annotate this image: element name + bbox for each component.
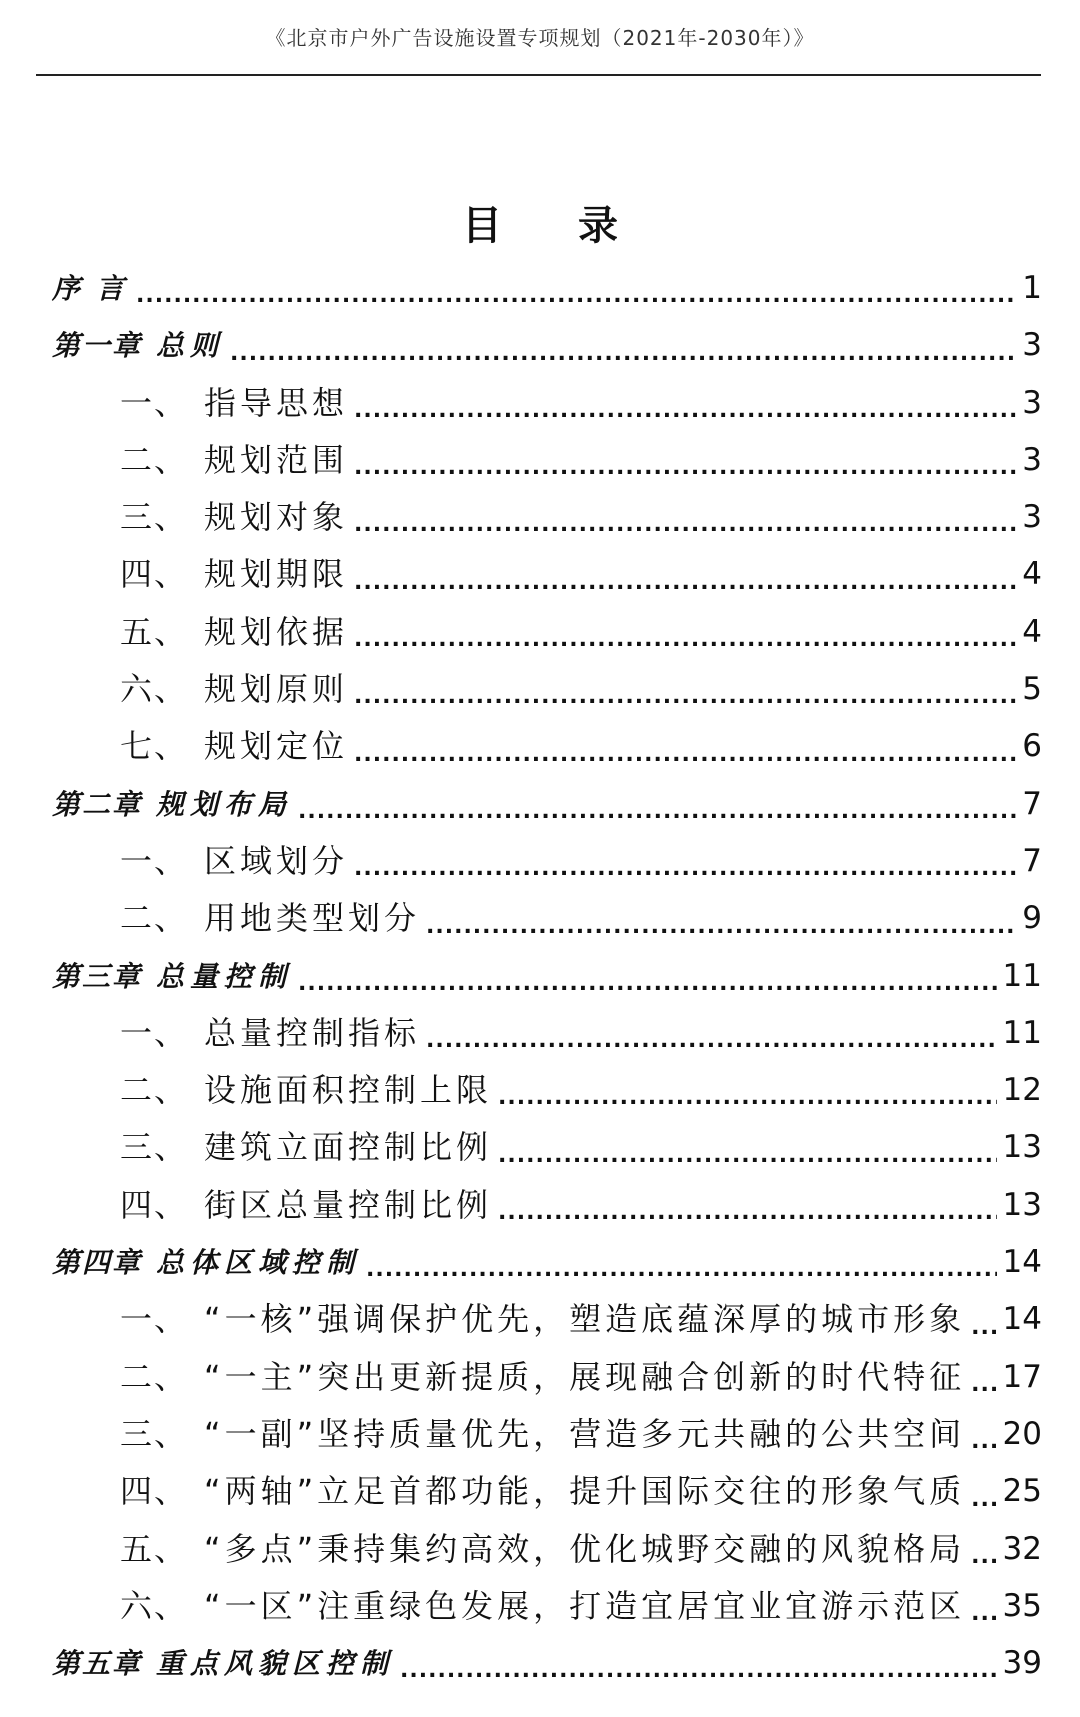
toc-entry-number: 一、: [120, 383, 189, 422]
toc-entry-number: 三、: [120, 498, 189, 537]
toc-entry-title: “一核”强调保护优先，塑造底蕴深厚的城市形象: [204, 1300, 966, 1339]
toc-entry-number: 四、: [120, 1472, 189, 1511]
toc-entry-title: “多点”秉持集约高效，优化城野交融的风貌格局: [204, 1529, 966, 1568]
toc-section-entry[interactable]: [52, 489, 1042, 546]
toc-entry-page-number: 11: [1002, 957, 1042, 994]
toc-entry-page-number: 4: [1022, 556, 1042, 593]
toc-entry-number: 二、: [120, 899, 189, 938]
toc-entry-number: 第五章: [52, 1647, 143, 1681]
toc-entry-number: 三、: [120, 1128, 189, 1167]
toc-entry-title: 建筑立面控制比例: [204, 1128, 493, 1167]
toc-entry-title: 规划对象: [204, 498, 349, 537]
toc-entry-title: “两轴”立足首都功能，提升国际交往的形象气质: [204, 1472, 966, 1511]
toc-entry-page-number: 6: [1022, 728, 1042, 765]
toc-entry-title: 言: [96, 272, 131, 305]
toc-section-entry[interactable]: [52, 1291, 1042, 1348]
toc-entry-page-number: 3: [1022, 441, 1042, 478]
dot-leader: [354, 833, 1016, 890]
toc-title-char: 录: [578, 202, 618, 249]
toc-entry-title: 重点风貌区控制: [156, 1647, 395, 1681]
toc-entry-title: 总量控制: [156, 959, 293, 993]
dot-leader: [498, 1062, 997, 1119]
toc-section-entry[interactable]: [52, 604, 1042, 661]
toc-section-entry[interactable]: [52, 1521, 1042, 1578]
dot-leader: [971, 1349, 996, 1406]
toc-section-entry[interactable]: [52, 1062, 1042, 1119]
toc-entry-page-number: 3: [1022, 499, 1042, 536]
toc-entry-title: 规划布局: [156, 787, 293, 821]
toc-entry-page-number: 13: [1002, 1129, 1042, 1166]
toc-section-entry[interactable]: [52, 833, 1042, 890]
toc-entry-number: 第二章: [52, 787, 143, 821]
toc-entry-page-number: 32: [1002, 1530, 1042, 1567]
toc-entry-page-number: 3: [1022, 384, 1042, 421]
toc-chapter-entry[interactable]: [52, 260, 1042, 317]
toc-entry-number: 二、: [120, 1357, 189, 1396]
toc-section-entry[interactable]: [52, 432, 1042, 489]
toc-entry-page-number: 25: [1002, 1473, 1042, 1510]
dot-leader: [354, 375, 1016, 432]
toc-section-entry[interactable]: [52, 718, 1042, 775]
dot-leader: [354, 546, 1016, 603]
toc-entry-page-number: 7: [1022, 785, 1042, 822]
toc-entry-title: 总量控制指标: [204, 1013, 421, 1052]
toc-section-entry[interactable]: [52, 1349, 1042, 1406]
toc-entry-page-number: 5: [1022, 671, 1042, 708]
toc-entry-number: 二、: [120, 1071, 189, 1110]
toc-entry-number: 第三章: [52, 959, 143, 993]
toc-entry-number: 第四章: [52, 1246, 143, 1280]
toc-title: [0, 194, 1080, 251]
toc-chapter-entry[interactable]: [52, 776, 1042, 833]
toc-section-entry[interactable]: [52, 1119, 1042, 1176]
toc-entry-title: “一主”突出更新提质，展现融合创新的时代特征: [204, 1357, 966, 1396]
running-header: 《北京市户外广告设施设置专项规划（2021年-2030年）》: [265, 26, 815, 50]
toc-entry-title: 区域划分: [204, 841, 349, 880]
toc-entry-number: 五、: [120, 612, 189, 651]
toc-entry-page-number: 20: [1002, 1415, 1042, 1452]
toc-entry-title: 指导思想: [204, 383, 349, 422]
dot-leader: [354, 432, 1016, 489]
dot-leader: [354, 489, 1016, 546]
toc-entry-number: 一、: [120, 1013, 189, 1052]
dot-leader: [366, 1234, 997, 1291]
toc-chapter-entry[interactable]: [52, 1635, 1042, 1692]
toc-entry-title: 规划原则: [204, 670, 349, 709]
toc-entry-title: 规划期限: [204, 555, 349, 594]
toc-entry-number: 六、: [120, 1586, 189, 1625]
toc-entry-number: 序: [52, 272, 83, 305]
toc-section-entry[interactable]: [52, 1463, 1042, 1520]
toc-section-entry[interactable]: [52, 375, 1042, 432]
dot-leader: [426, 890, 1016, 947]
dot-leader: [136, 260, 1016, 317]
toc-entry-page-number: 4: [1022, 613, 1042, 650]
header-rule: [36, 74, 1041, 76]
toc-entry-title: 用地类型划分: [204, 899, 421, 938]
toc-entry-number: 第一章: [52, 329, 143, 363]
toc-entry-title: 街区总量控制比例: [204, 1185, 493, 1224]
toc-section-entry[interactable]: [52, 661, 1042, 718]
toc-section-entry[interactable]: [52, 890, 1042, 947]
toc-entry-page-number: 13: [1002, 1186, 1042, 1223]
dot-leader: [298, 948, 997, 1005]
toc-chapter-entry[interactable]: [52, 317, 1042, 374]
toc-entry-title: 总体区域控制: [156, 1246, 361, 1280]
table-of-contents: [52, 260, 1042, 1692]
toc-entry-number: 三、: [120, 1414, 189, 1453]
toc-entry-number: 四、: [120, 1185, 189, 1224]
dot-leader: [426, 1005, 997, 1062]
toc-chapter-entry[interactable]: [52, 948, 1042, 1005]
toc-entry-page-number: 35: [1002, 1587, 1042, 1624]
toc-entry-page-number: 9: [1022, 900, 1042, 937]
toc-entry-page-number: 12: [1002, 1072, 1042, 1109]
toc-entry-page-number: 14: [1002, 1244, 1042, 1281]
toc-entry-number: 一、: [120, 1300, 189, 1339]
toc-entry-page-number: 39: [1002, 1645, 1042, 1682]
toc-entry-page-number: 17: [1002, 1358, 1042, 1395]
dot-leader: [971, 1521, 996, 1578]
toc-entry-page-number: 1: [1022, 270, 1042, 306]
toc-title-char: 目: [462, 202, 502, 249]
toc-entry-number: 四、: [120, 555, 189, 594]
toc-entry-title: 设施面积控制上限: [204, 1071, 493, 1110]
dot-leader: [400, 1635, 997, 1692]
dot-leader: [354, 718, 1016, 775]
dot-leader: [498, 1119, 997, 1176]
dot-leader: [971, 1406, 996, 1463]
dot-leader: [971, 1291, 996, 1348]
toc-entry-number: 七、: [120, 727, 189, 766]
toc-entry-title: “一副”坚持质量优先，营造多元共融的公共空间: [204, 1414, 966, 1453]
toc-entry-title: 规划依据: [204, 612, 349, 651]
toc-entry-number: 二、: [120, 440, 189, 479]
toc-chapter-entry[interactable]: [52, 1234, 1042, 1291]
toc-entry-title: “一区”注重绿色发展，打造宜居宜业宜游示范区: [204, 1586, 966, 1625]
dot-leader: [971, 1463, 996, 1520]
toc-entry-number: 五、: [120, 1529, 189, 1568]
dot-leader: [354, 661, 1016, 718]
toc-entry-number: 六、: [120, 670, 189, 709]
toc-entry-title: 规划定位: [204, 727, 349, 766]
dot-leader: [298, 776, 1016, 833]
dot-leader: [498, 1177, 997, 1234]
toc-section-entry[interactable]: [52, 1578, 1042, 1635]
toc-entry-page-number: 14: [1002, 1301, 1042, 1338]
toc-section-entry[interactable]: [52, 1005, 1042, 1062]
dot-leader: [230, 317, 1016, 374]
toc-entry-page-number: 3: [1022, 327, 1042, 364]
toc-section-entry[interactable]: [52, 1406, 1042, 1463]
dot-leader: [354, 604, 1016, 661]
toc-section-entry[interactable]: [52, 546, 1042, 603]
toc-entry-title: 总则: [156, 329, 225, 363]
toc-entry-number: 一、: [120, 841, 189, 880]
toc-section-entry[interactable]: [52, 1177, 1042, 1234]
toc-entry-page-number: 11: [1002, 1014, 1042, 1051]
dot-leader: [971, 1578, 996, 1635]
toc-entry-page-number: 7: [1022, 842, 1042, 879]
toc-entry-title: 规划范围: [204, 440, 349, 479]
